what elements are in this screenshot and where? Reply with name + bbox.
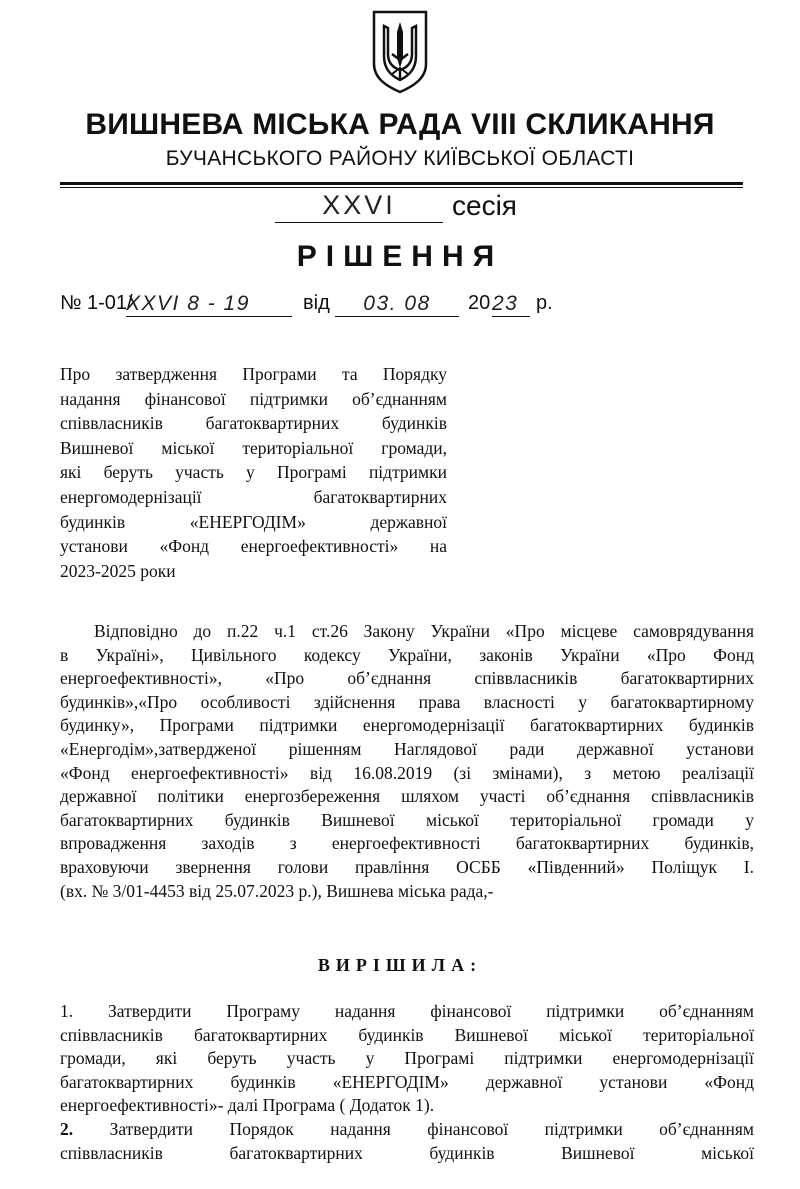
subject-line: співвласників багатоквартирних будинків bbox=[60, 413, 447, 434]
preamble-line: (вх. № 3/01-4453 від 25.07.2023 р.), Вишнева міська рада,- bbox=[60, 880, 494, 901]
resolution-item-2-line: співвласників багатоквартирних будинків Вишневої міської bbox=[60, 1142, 754, 1163]
council-title: ВИШНЕВА МІСЬКА РАДА VIII СКЛИКАННЯ bbox=[85, 108, 715, 141]
preamble-line: «Енергодім»,затвердженої рішенням Наглядової ради державної установи bbox=[60, 738, 754, 759]
resolution-item-2-line bbox=[60, 1118, 754, 1142]
decision-number-prefix: № 1-01/ bbox=[60, 292, 133, 314]
item-number: 1. bbox=[60, 1001, 74, 1021]
preamble-line: енергоефективності», «Про об’єднання співвласників багатоквартирних bbox=[60, 668, 754, 689]
preamble-line: враховуючи звернення голови правління ОСББ «Південний» Поліщук І. bbox=[60, 856, 754, 877]
item-text: Затвердити Програму надання фінансової підтримки об’єднанням bbox=[108, 1001, 755, 1021]
preamble-line: багатоквартирних будинків Вишневої міської територіальної громади у bbox=[60, 809, 754, 830]
preamble-line: в Україні», Цивільного кодексу України, законів України «Про Фонд bbox=[60, 644, 754, 665]
decision-date: 03. 08 bbox=[335, 292, 459, 317]
preamble-line: Відповідно до п.22 ч.1 ст.26 Закону України «Про місцеве самоврядування bbox=[94, 621, 754, 641]
subject-line: установи «Фонд енергоефективності» на bbox=[60, 536, 447, 557]
item-number: 2. bbox=[60, 1118, 74, 1139]
subject-line: будинків «ЕНЕРГОДІМ» державної bbox=[60, 511, 447, 532]
subject-line: які беруть участь у Програмі підтримки bbox=[60, 462, 447, 483]
resolved-heading: ВИРІШИЛА: bbox=[317, 955, 483, 975]
session-number: XXVI bbox=[275, 190, 443, 223]
resolution-item-1-line: співвласників багатоквартирних будинків Вишневої міської територіальної bbox=[60, 1024, 754, 1045]
subject-line: 2023-2025 роки bbox=[60, 560, 176, 581]
preamble-line: впровадження заходів з енергоефективності багатоквартирних будинків, bbox=[60, 833, 754, 854]
resolution-item-1-line: енергоефективності»- далі Програма ( Додаток 1). bbox=[60, 1095, 435, 1116]
preamble-line: державної політики енергозбереження шляхом участі об’єднання співвласників bbox=[60, 786, 754, 807]
decision-year: 23 bbox=[492, 292, 530, 317]
preamble-paragraph bbox=[60, 620, 754, 903]
decision-title: РІШЕННЯ bbox=[296, 240, 504, 273]
year-suffix: р. bbox=[536, 292, 553, 314]
subject-line: Вишневої міської територіальної громади, bbox=[60, 437, 447, 458]
resolution-item-1-line bbox=[60, 1000, 754, 1024]
resolution-item-1-line: багатоквартирних будинків «ЕНЕРГОДІМ» державної установи «Фонд bbox=[60, 1071, 754, 1092]
header-divider-thin bbox=[60, 187, 743, 188]
date-label: від bbox=[303, 292, 330, 314]
resolution-item-1-line: громади, які беруть участь у Програмі підтримки енергомодернізації bbox=[60, 1048, 754, 1069]
subject-line: надання фінансової підтримки об’єднанням bbox=[60, 388, 447, 409]
decision-number: XXVI 8 - 19 bbox=[126, 292, 292, 317]
preamble-line: будинку», Програми підтримки енергомодернізації багатоквартирних будинків bbox=[60, 715, 754, 736]
decision-subject bbox=[60, 362, 447, 583]
header-divider bbox=[60, 182, 743, 185]
ukraine-coat-of-arms-icon bbox=[370, 8, 430, 94]
subject-line: енергомодернізації багатоквартирних bbox=[60, 486, 447, 507]
session-label: сесія bbox=[452, 190, 517, 221]
preamble-line: «Фонд енергоефективності» від 16.08.2019 (зі змінами), з метою реалізації bbox=[60, 762, 754, 783]
decision-number-row bbox=[60, 292, 760, 322]
item-text: Затвердити Порядок надання фінансової підтримки об’єднанням bbox=[109, 1118, 754, 1139]
subject-line: Про затвердження Програми та Порядку bbox=[60, 364, 447, 384]
council-subtitle: БУЧАНСЬКОГО РАЙОНУ КИЇВСЬКОЇ ОБЛАСТІ bbox=[165, 147, 635, 170]
preamble-line: будинків»,«Про особливості здійснення права власності у багатоквартирному bbox=[60, 691, 754, 712]
resolution-items bbox=[60, 1000, 754, 1165]
year-prefix: 20 bbox=[468, 292, 491, 314]
